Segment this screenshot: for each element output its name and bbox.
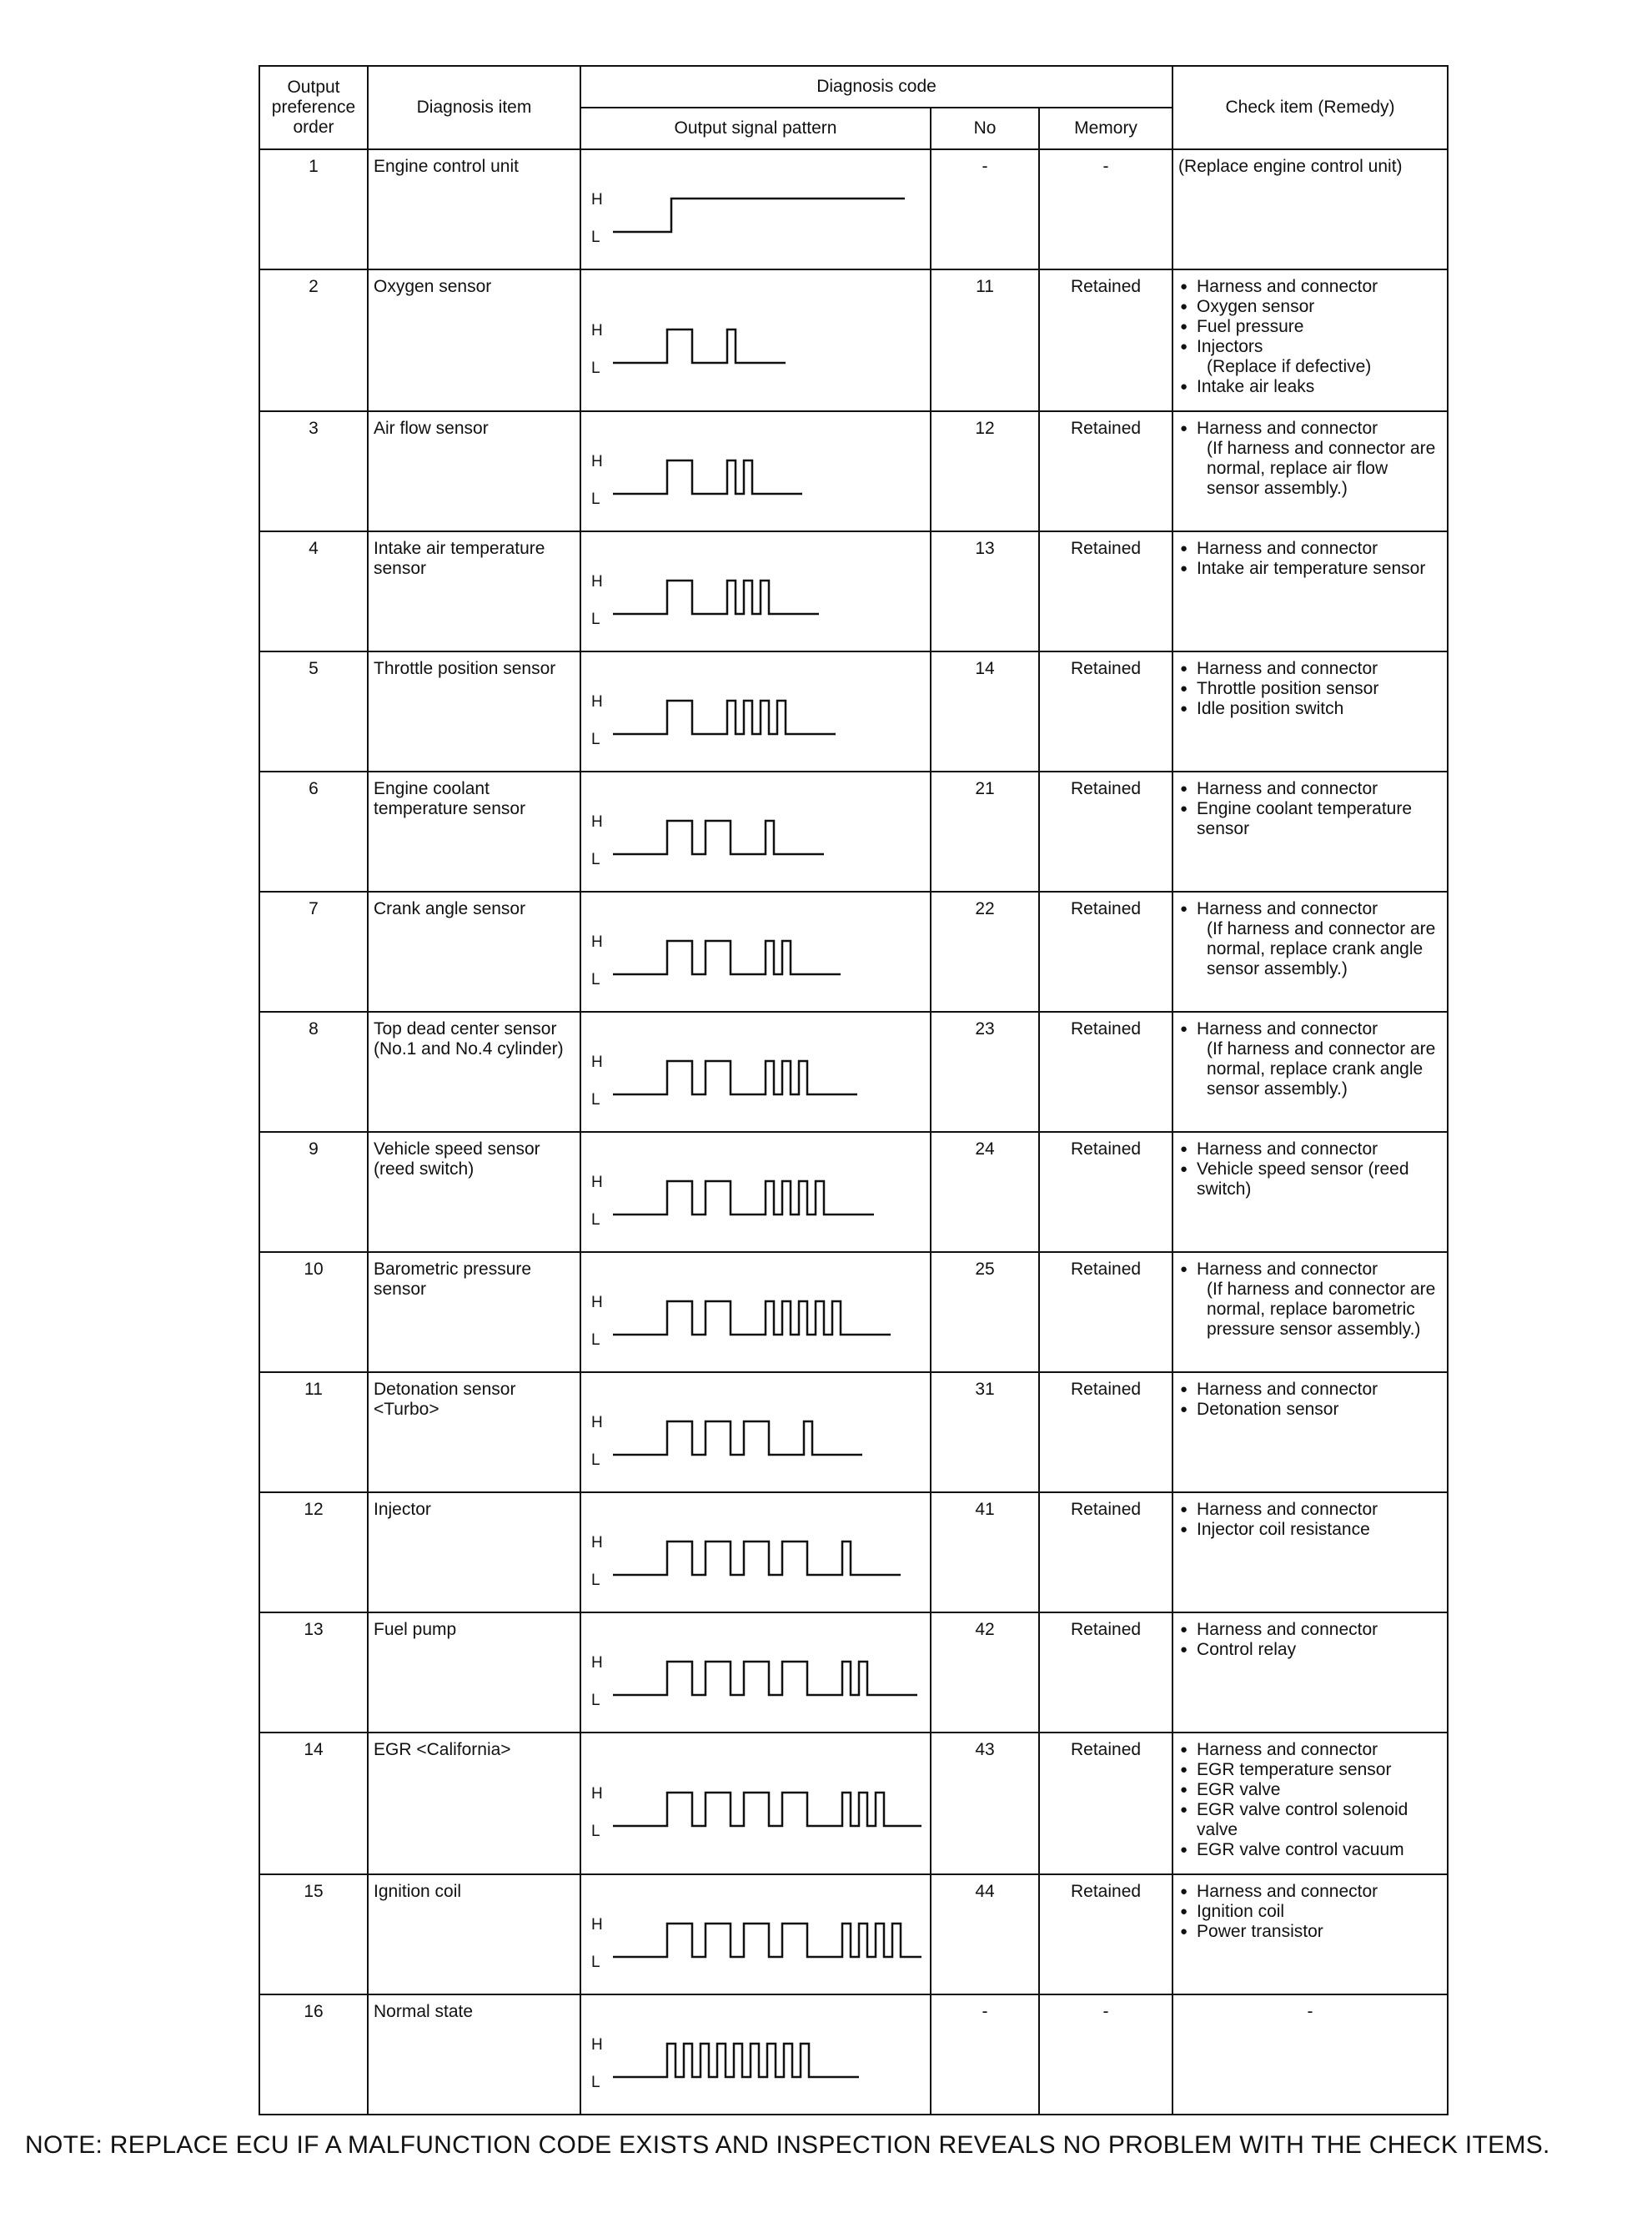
signal-pattern-graph: [581, 1258, 930, 1366]
check-list: [1178, 659, 1442, 719]
signal-high-label: H: [591, 1414, 603, 1431]
check-item-cell: [1172, 772, 1448, 892]
signal-waveform: [613, 1924, 921, 1957]
header-memory: Memory: [1039, 108, 1172, 149]
diagnosis-item-cell: EGR <California>: [368, 1733, 580, 1874]
diagnosis-item-cell: Barometric pressure sensor: [368, 1252, 580, 1372]
check-list-item: ● Engine coolant temperature sensor: [1178, 799, 1442, 839]
check-list-item: ● EGR temperature sensor: [1178, 1760, 1442, 1780]
signal-pattern-graph: [581, 1618, 930, 1727]
diagnosis-item-cell: Fuel pump: [368, 1612, 580, 1733]
signal-waveform: [613, 1181, 874, 1215]
header-output-signal-pattern: Output signal pattern: [580, 108, 931, 149]
table-body: [259, 149, 1448, 2115]
signal-high-label: H: [591, 1054, 603, 1071]
diagnosis-code-table: [259, 65, 1449, 2115]
check-list-item: ● Harness and connector: [1178, 779, 1442, 799]
diagnosis-item-cell: Intake air temperature sensor: [368, 531, 580, 651]
output-order-cell: 13: [259, 1612, 368, 1733]
check-list-item: (If harness and connector are normal, replace barometric pressure sensor assembly.): [1207, 1280, 1436, 1339]
output-signal-cell: [580, 1492, 931, 1612]
check-list: [1178, 1740, 1442, 1860]
check-list-item: (If harness and connector are normal, replace air flow sensor assembly.): [1207, 439, 1436, 498]
check-item-cell: [1172, 1372, 1448, 1492]
check-list: [1178, 277, 1442, 397]
check-list-item: ● Harness and connector: [1178, 277, 1442, 297]
diagnosis-item-cell: Engine control unit: [368, 149, 580, 269]
table-row: [259, 1733, 1448, 1874]
output-signal-cell: [580, 1372, 931, 1492]
check-list-item: ● Ignition coil: [1178, 1902, 1442, 1922]
diagnosis-item-cell: Detonation sensor <Turbo>: [368, 1372, 580, 1492]
table-row: [259, 1612, 1448, 1733]
output-order-cell: 14: [259, 1733, 368, 1874]
output-signal-cell: [580, 1612, 931, 1733]
output-order-cell: 6: [259, 772, 368, 892]
signal-low-label: L: [591, 611, 600, 628]
output-signal-cell: [580, 651, 931, 772]
table-row: [259, 892, 1448, 1012]
check-list-item: (If harness and connector are normal, replace crank angle sensor assembly.): [1207, 919, 1436, 978]
output-order-cell: 3: [259, 411, 368, 531]
check-item-cell: [1172, 1252, 1448, 1372]
output-order-cell: 8: [259, 1012, 368, 1132]
check-item-cell: [1172, 1994, 1448, 2115]
table-row: [259, 531, 1448, 651]
signal-high-label: H: [591, 573, 603, 591]
check-list-item: ● Harness and connector: [1178, 1260, 1442, 1280]
check-list: [1178, 419, 1442, 499]
signal-low-label: L: [591, 971, 600, 988]
signal-high-label: H: [591, 1916, 603, 1934]
check-list-item: ● Fuel pressure: [1178, 317, 1442, 337]
check-dash: -: [1307, 2002, 1313, 2021]
signal-low-label: L: [591, 731, 600, 748]
code-no-cell: 43: [931, 1733, 1039, 1874]
memory-cell: Retained: [1039, 531, 1172, 651]
signal-high-label: H: [591, 453, 603, 470]
check-list-item: ● Control relay: [1178, 1640, 1442, 1660]
check-item-cell: [1172, 1874, 1448, 1994]
header-code-no: No: [931, 108, 1039, 149]
diagnosis-item-cell: Ignition coil: [368, 1874, 580, 1994]
output-order-cell: 5: [259, 651, 368, 772]
check-item-cell: [1172, 651, 1448, 772]
memory-cell: Retained: [1039, 1012, 1172, 1132]
check-list: [1178, 899, 1442, 979]
signal-pattern-graph: [581, 417, 930, 526]
signal-high-label: H: [591, 1174, 603, 1191]
signal-pattern-graph: [581, 1498, 930, 1607]
table-row: [259, 1994, 1448, 2115]
table-header: [259, 66, 1448, 149]
check-list-item: ● Harness and connector: [1178, 1500, 1442, 1520]
code-no-cell: 23: [931, 1012, 1039, 1132]
signal-high-label: H: [591, 1534, 603, 1552]
check-list-item: ● Harness and connector: [1178, 659, 1442, 679]
memory-cell: -: [1039, 149, 1172, 269]
code-no-cell: 41: [931, 1492, 1039, 1612]
check-item-cell: [1172, 1612, 1448, 1733]
signal-low-label: L: [591, 490, 600, 508]
code-no-cell: 12: [931, 411, 1039, 531]
check-list: [1178, 1620, 1442, 1660]
check-list-item: ● Harness and connector: [1178, 1019, 1442, 1039]
check-list: [1178, 1882, 1442, 1942]
check-list-item: ● EGR valve control vacuum: [1178, 1840, 1442, 1860]
signal-waveform: [613, 2044, 859, 2077]
output-order-cell: 2: [259, 269, 368, 411]
memory-cell: Retained: [1039, 1492, 1172, 1612]
output-order-cell: 9: [259, 1132, 368, 1252]
diagnosis-item-cell: Injector: [368, 1492, 580, 1612]
memory-cell: Retained: [1039, 411, 1172, 531]
check-list-item: ● Detonation sensor: [1178, 1400, 1442, 1420]
signal-pattern-graph: [581, 1880, 930, 1989]
signal-waveform: [613, 460, 802, 494]
output-order-cell: 12: [259, 1492, 368, 1612]
signal-pattern-graph: [581, 1138, 930, 1246]
check-item-cell: [1172, 1733, 1448, 1874]
output-signal-cell: [580, 1132, 931, 1252]
signal-pattern-graph: [581, 537, 930, 646]
diagnosis-item-cell: Top dead center sensor (No.1 and No.4 cylinder): [368, 1012, 580, 1132]
check-list: [1178, 1019, 1442, 1099]
memory-cell: -: [1039, 1994, 1172, 2115]
signal-low-label: L: [591, 2074, 600, 2091]
code-no-cell: 24: [931, 1132, 1039, 1252]
signal-high-label: H: [591, 813, 603, 831]
output-signal-cell: [580, 772, 931, 892]
diagnosis-item-cell: Oxygen sensor: [368, 269, 580, 411]
memory-cell: Retained: [1039, 1733, 1172, 1874]
check-list-item: ● EGR valve control solenoid valve: [1178, 1800, 1442, 1840]
output-order-cell: 11: [259, 1372, 368, 1492]
memory-cell: Retained: [1039, 772, 1172, 892]
code-no-cell: 44: [931, 1874, 1039, 1994]
check-list-item: ● Throttle position sensor: [1178, 679, 1442, 699]
output-order-cell: 1: [259, 149, 368, 269]
signal-low-label: L: [591, 360, 600, 377]
check-list-item: ● Oxygen sensor: [1178, 297, 1442, 317]
code-no-cell: 25: [931, 1252, 1039, 1372]
check-item-cell: [1172, 411, 1448, 531]
signal-high-label: H: [591, 1294, 603, 1311]
memory-cell: Retained: [1039, 1132, 1172, 1252]
signal-low-label: L: [591, 1572, 600, 1589]
check-item-cell: [1172, 149, 1448, 269]
output-signal-cell: [580, 892, 931, 1012]
footer-note: NOTE: REPLACE ECU IF A MALFUNCTION CODE EXISTS AND INSPECTION REVEALS NO PROBLEM WITH THE CHECK ITEMS.: [25, 2131, 1550, 2159]
check-list-item: ● Injector coil resistance: [1178, 1520, 1442, 1540]
check-list-item: ● Injectors: [1178, 337, 1442, 357]
table-row: [259, 1372, 1448, 1492]
check-item-cell: [1172, 1012, 1448, 1132]
signal-waveform: [613, 199, 905, 232]
code-no-cell: 11: [931, 269, 1039, 411]
diagnosis-item-cell: Normal state: [368, 1994, 580, 2115]
check-list-item: ● Intake air leaks: [1178, 377, 1442, 397]
diagnosis-item-cell: Throttle position sensor: [368, 651, 580, 772]
check-note: (Replace engine control unit): [1178, 157, 1403, 176]
code-no-cell: -: [931, 149, 1039, 269]
signal-waveform: [613, 1301, 891, 1335]
check-list-item: ● Harness and connector: [1178, 1620, 1442, 1640]
check-item-cell: [1172, 269, 1448, 411]
signal-high-label: H: [591, 1654, 603, 1672]
signal-pattern-graph: [581, 2000, 930, 2109]
signal-low-label: L: [591, 1692, 600, 1709]
output-signal-cell: [580, 1012, 931, 1132]
signal-waveform: [613, 1061, 857, 1094]
table-row: [259, 149, 1448, 269]
check-list-item: ● Harness and connector: [1178, 1882, 1442, 1902]
signal-waveform: [613, 701, 836, 734]
check-list-item: ● EGR valve: [1178, 1780, 1442, 1800]
signal-pattern-graph: [581, 286, 930, 395]
table-row: [259, 411, 1448, 531]
signal-high-label: H: [591, 933, 603, 951]
table-row: [259, 1132, 1448, 1252]
signal-pattern-graph: [581, 1018, 930, 1126]
memory-cell: Retained: [1039, 1372, 1172, 1492]
output-signal-cell: [580, 1874, 931, 1994]
code-no-cell: 31: [931, 1372, 1039, 1492]
signal-waveform: [613, 1421, 862, 1455]
output-signal-cell: [580, 269, 931, 411]
memory-cell: Retained: [1039, 651, 1172, 772]
check-list-item: ● Harness and connector: [1178, 539, 1442, 559]
memory-cell: Retained: [1039, 892, 1172, 1012]
check-list-item: ● Power transistor: [1178, 1922, 1442, 1942]
diagnosis-item-cell: Engine coolant temperature sensor: [368, 772, 580, 892]
output-order-cell: 16: [259, 1994, 368, 2115]
output-order-cell: 4: [259, 531, 368, 651]
code-no-cell: 22: [931, 892, 1039, 1012]
header-check-item: Check item (Remedy): [1172, 66, 1448, 149]
check-list: [1178, 1500, 1442, 1540]
check-list: [1178, 1139, 1442, 1199]
table-row: [259, 1492, 1448, 1612]
header-diagnosis-code: Diagnosis code: [580, 66, 1172, 108]
output-signal-cell: [580, 1252, 931, 1372]
check-list-item: ● Vehicle speed sensor (reed switch): [1178, 1159, 1442, 1199]
output-order-cell: 15: [259, 1874, 368, 1994]
check-list-item: (If harness and connector are normal, replace crank angle sensor assembly.): [1207, 1039, 1436, 1099]
memory-cell: Retained: [1039, 269, 1172, 411]
diagnosis-item-cell: Air flow sensor: [368, 411, 580, 531]
signal-high-label: H: [591, 2036, 603, 2054]
code-no-cell: 21: [931, 772, 1039, 892]
code-no-cell: 13: [931, 531, 1039, 651]
signal-low-label: L: [591, 1451, 600, 1469]
output-signal-cell: [580, 531, 931, 651]
output-signal-cell: [580, 149, 931, 269]
table-row: [259, 1012, 1448, 1132]
signal-pattern-graph: [581, 155, 930, 264]
header-item: Diagnosis item: [368, 66, 580, 149]
signal-pattern-graph: [581, 1378, 930, 1486]
signal-high-label: H: [591, 322, 603, 339]
check-list: [1178, 539, 1442, 579]
signal-waveform: [613, 1541, 901, 1575]
signal-waveform: [613, 941, 841, 974]
memory-cell: Retained: [1039, 1612, 1172, 1733]
signal-waveform: [613, 329, 786, 363]
signal-low-label: L: [591, 229, 600, 246]
signal-waveform: [613, 821, 824, 854]
check-list: [1178, 1260, 1442, 1340]
table-row: [259, 1252, 1448, 1372]
signal-low-label: L: [591, 1954, 600, 1971]
signal-low-label: L: [591, 1091, 600, 1109]
output-signal-cell: [580, 411, 931, 531]
signal-low-label: L: [591, 851, 600, 868]
check-item-cell: [1172, 1492, 1448, 1612]
check-item-cell: [1172, 892, 1448, 1012]
signal-high-label: H: [591, 191, 603, 209]
signal-pattern-graph: [581, 657, 930, 766]
code-no-cell: 14: [931, 651, 1039, 772]
output-order-cell: 10: [259, 1252, 368, 1372]
output-signal-cell: [580, 1994, 931, 2115]
signal-waveform: [613, 1793, 921, 1826]
signal-low-label: L: [591, 1823, 600, 1840]
signal-pattern-graph: [581, 777, 930, 886]
check-list-item: ● Harness and connector: [1178, 1740, 1442, 1760]
check-list-item: ● Harness and connector: [1178, 419, 1442, 439]
check-list: [1178, 779, 1442, 839]
signal-low-label: L: [591, 1211, 600, 1229]
table-row: [259, 651, 1448, 772]
check-item-cell: [1172, 1132, 1448, 1252]
header-order: Output preference order: [259, 66, 368, 149]
diagnosis-item-cell: Vehicle speed sensor (reed switch): [368, 1132, 580, 1252]
check-list: [1178, 1380, 1442, 1420]
signal-low-label: L: [591, 1331, 600, 1349]
code-no-cell: -: [931, 1994, 1039, 2115]
check-list-item: ● Intake air temperature sensor: [1178, 559, 1442, 579]
check-list-item: ● Idle position switch: [1178, 699, 1442, 719]
check-list-item: ● Harness and connector: [1178, 899, 1442, 919]
table-row: [259, 1874, 1448, 1994]
code-no-cell: 42: [931, 1612, 1039, 1733]
diagnosis-item-cell: Crank angle sensor: [368, 892, 580, 1012]
check-list-item: (Replace if defective): [1207, 357, 1372, 376]
signal-waveform: [613, 581, 819, 614]
check-list-item: ● Harness and connector: [1178, 1139, 1442, 1159]
signal-pattern-graph: [581, 898, 930, 1006]
signal-waveform: [613, 1662, 917, 1695]
output-signal-cell: [580, 1733, 931, 1874]
table-row: [259, 269, 1448, 411]
signal-high-label: H: [591, 1785, 603, 1803]
check-item-cell: [1172, 531, 1448, 651]
memory-cell: Retained: [1039, 1874, 1172, 1994]
table-row: [259, 772, 1448, 892]
signal-high-label: H: [591, 693, 603, 711]
memory-cell: Retained: [1039, 1252, 1172, 1372]
output-order-cell: 7: [259, 892, 368, 1012]
signal-pattern-graph: [581, 1749, 930, 1858]
check-list-item: ● Harness and connector: [1178, 1380, 1442, 1400]
